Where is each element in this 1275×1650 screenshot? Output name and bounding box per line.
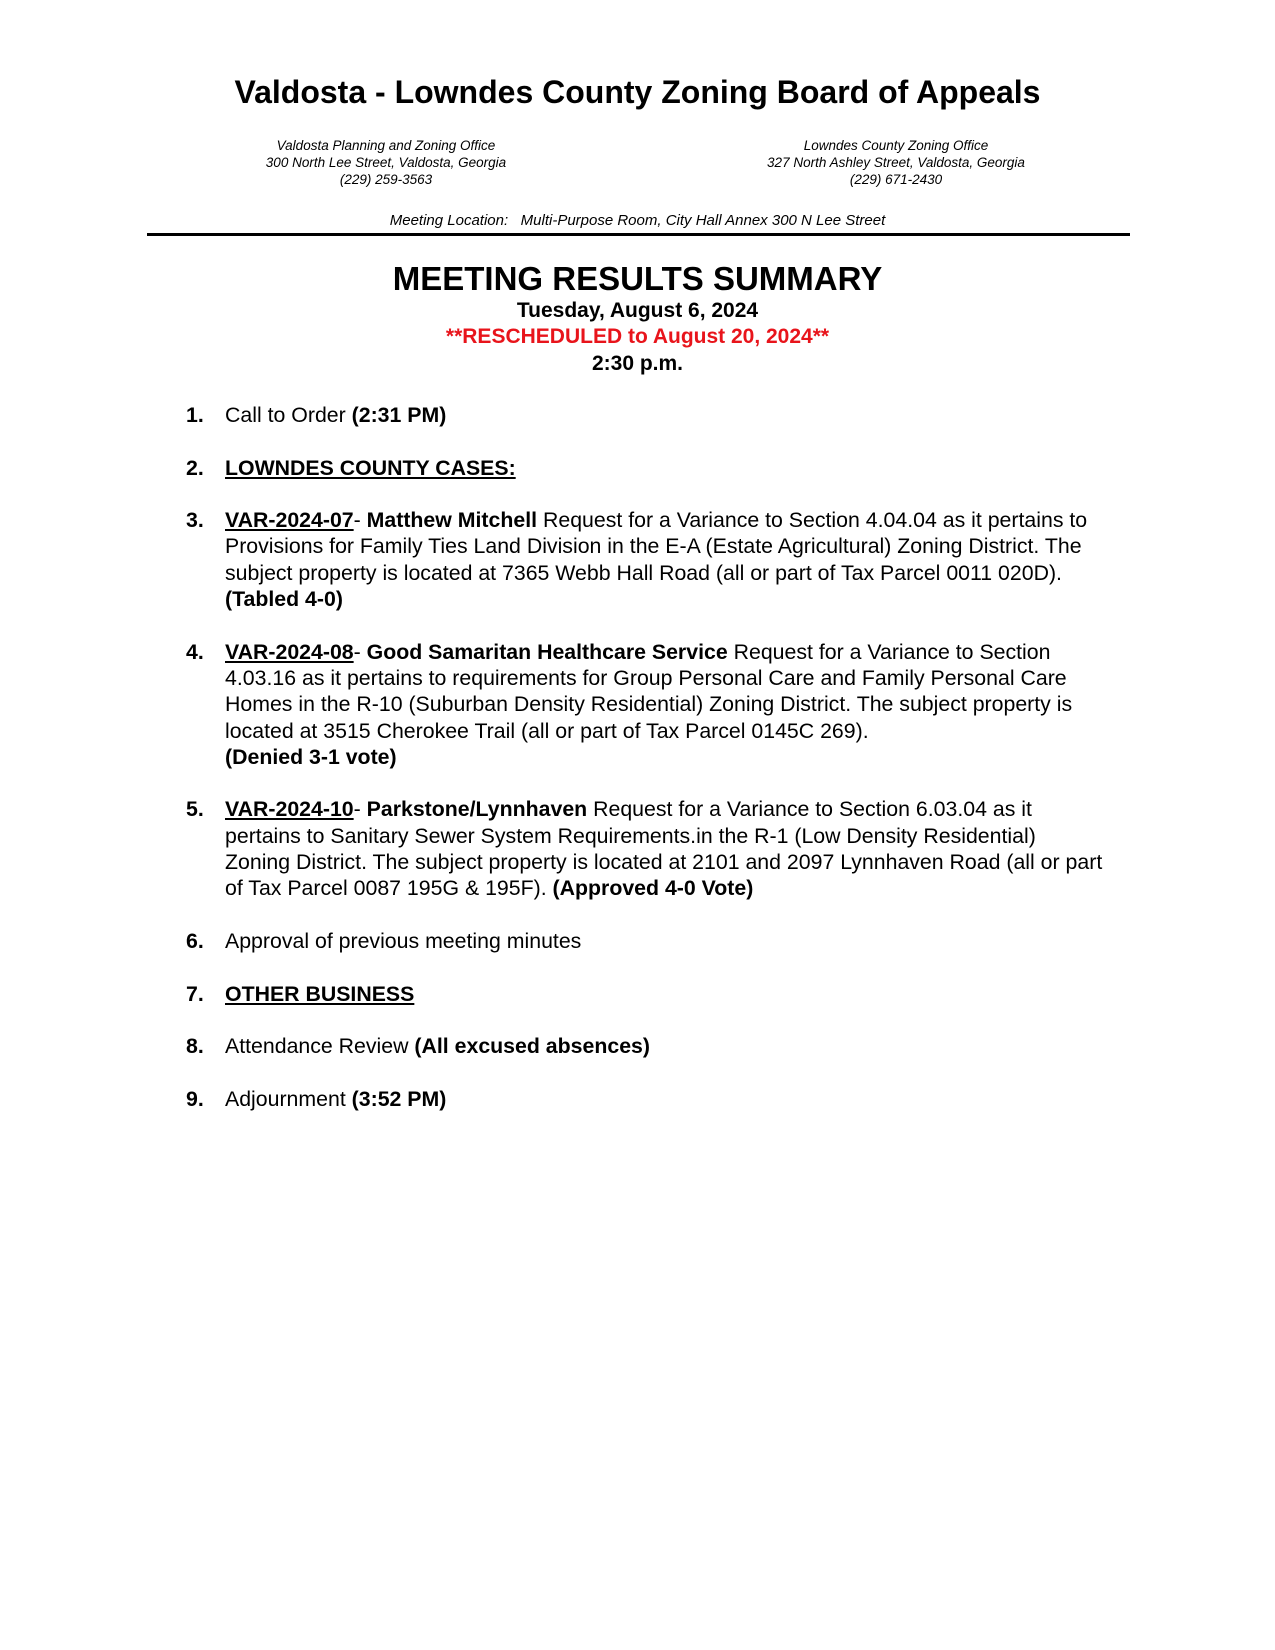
agenda-item	[186, 455, 1126, 481]
rescheduled-notice: **RESCHEDULED to August 20, 2024**	[445, 325, 830, 348]
office-address: 327 North Ashley Street, Valdosta, Georgia	[767, 155, 1025, 170]
agenda-list	[186, 402, 1126, 1138]
valdosta-office	[206, 137, 566, 188]
applicant: Parkstone/Lynnhaven	[366, 797, 588, 822]
dash: -	[353, 639, 367, 664]
item-number: 4.	[186, 639, 204, 664]
meeting-location: Meeting Location: Multi-Purpose Room, City Hall Annex 300 N Lee Street	[389, 212, 886, 229]
office-address: 300 North Lee Street, Valdosta, Georgia	[265, 155, 507, 170]
section-heading: OTHER BUSINESS	[225, 981, 415, 1006]
item-result: (Denied 3-1 vote)	[225, 744, 397, 769]
office-phone: (229) 671-2430	[849, 172, 943, 187]
lowndes-office	[716, 137, 1076, 188]
item-text: Request for a Variance to Section 4.03.16 as it pertains to requirements for Group Personal Care and Family Personal Care Homes in the R-10 (Suburban Density Residential) Zoning District. The subject property is located at 3515 Cherokee Trail (all or part of Tax Parcel 0145C 269).	[225, 639, 1073, 743]
agenda-item	[186, 1033, 1126, 1059]
section-heading: LOWNDES COUNTY CASES:	[225, 455, 516, 480]
agenda-item	[186, 928, 1126, 954]
item-number: 5.	[186, 797, 204, 822]
case-number: VAR-2024-07	[225, 508, 354, 533]
item-number: 6.	[186, 928, 204, 953]
office-name: Valdosta Planning and Zoning Office	[276, 138, 496, 153]
item-text: Adjournment	[225, 1086, 352, 1111]
item-text: Request for a Variance to Section 6.03.04 as it pertains to Sanitary Sewer System Requirements.in the R-1 (Low Density Residential) Zoning District. The subject property is located at 2101 and 2097 Lynnhaven Road (all or part of Tax Parcel 0087 195G & 195F).	[225, 797, 1103, 901]
office-phone: (229) 259-3563	[339, 172, 433, 187]
dash: -	[353, 797, 367, 822]
item-number: 8.	[186, 1034, 204, 1059]
item-number: 3.	[186, 508, 204, 533]
item-number: 2.	[186, 455, 204, 480]
item-text: Request for a Variance to Section 4.04.04 as it pertains to Provisions for Family Ties Land Division in the E-A (Estate Agricultural) Zoning District. The subject property is located at 7365 Webb Hall Road (all or part of Tax Parcel 0011 020D).	[225, 508, 1088, 585]
item-number: 1.	[186, 403, 204, 427]
board-title: Valdosta - Lowndes County Zoning Board of Appeals	[234, 74, 1041, 110]
item-text: Call to Order	[225, 403, 352, 427]
meeting-time: 2:30 p.m.	[591, 352, 684, 375]
summary-heading: MEETING RESULTS SUMMARY	[392, 260, 883, 297]
item-result: (All excused absences)	[414, 1034, 650, 1059]
office-name: Lowndes County Zoning Office	[803, 138, 989, 153]
item-result: (Tabled 4-0)	[225, 587, 343, 612]
case-number: VAR-2024-08	[225, 639, 354, 664]
item-number: 7.	[186, 981, 204, 1006]
agenda-item	[186, 507, 1126, 612]
agenda-item	[186, 981, 1126, 1007]
applicant: Good Samaritan Healthcare Service	[366, 639, 728, 664]
case-number: VAR-2024-10	[225, 797, 354, 822]
item-text: Approval of previous meeting minutes	[225, 928, 582, 953]
item-result: (2:31 PM)	[351, 403, 447, 427]
item-result: (3:52 PM)	[351, 1086, 447, 1111]
item-number: 9.	[186, 1086, 204, 1111]
agenda-item	[186, 402, 1126, 428]
dash: -	[353, 508, 367, 533]
header-divider	[147, 233, 1130, 236]
agenda-item	[186, 1086, 1126, 1112]
meeting-date: Tuesday, August 6, 2024	[516, 299, 759, 322]
agenda-item	[186, 796, 1126, 901]
item-text: Attendance Review	[225, 1034, 415, 1059]
item-result: (Approved 4-0 Vote)	[552, 876, 754, 901]
agenda-item	[186, 639, 1126, 770]
applicant: Matthew Mitchell	[366, 508, 538, 533]
